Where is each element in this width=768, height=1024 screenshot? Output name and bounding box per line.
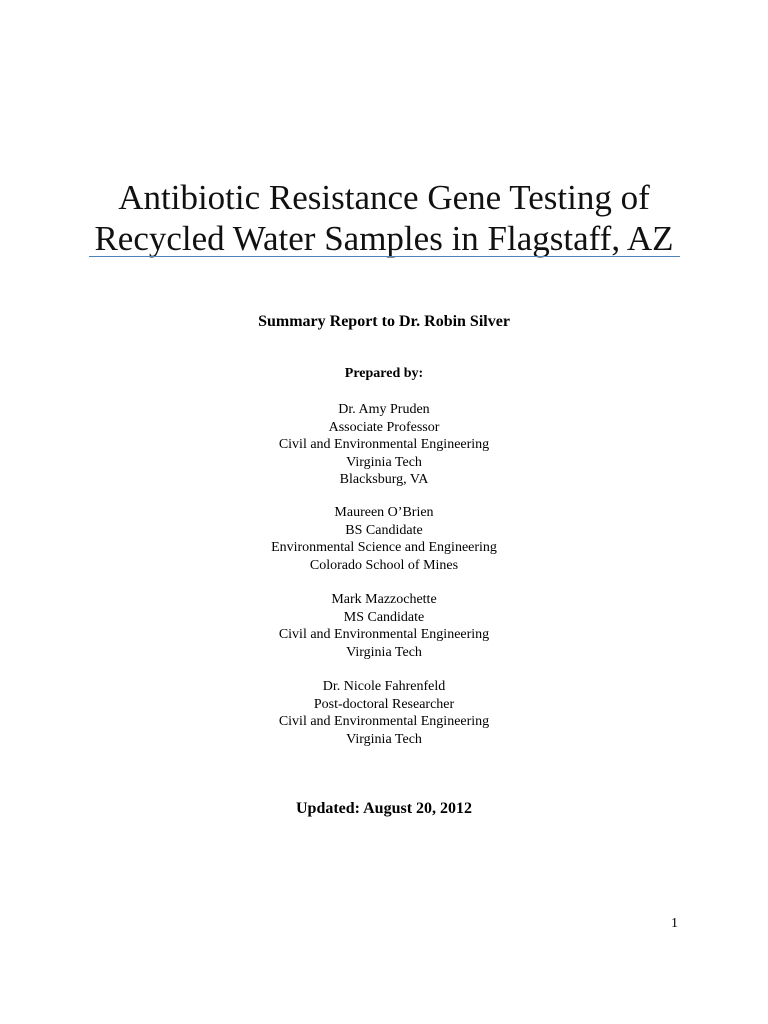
author-block-mazzochette [0,591,768,661]
author-title: BS Candidate [345,522,423,538]
report-title-line-1: Antibiotic Resistance Gene Testing of [118,178,650,217]
author-name: Maureen O’Brien [334,505,434,520]
updated-date: Updated: August 20, 2012 [295,800,473,817]
page-number: 1 [671,916,678,931]
author-name: Dr. Amy Pruden [338,402,430,417]
report-title [0,177,768,259]
title-underline-rule [89,256,680,257]
author-name: Mark Mazzochette [331,592,437,607]
author-department: Civil and Environmental Engineering [278,627,490,642]
summary-heading: Summary Report to Dr. Robin Silver [258,313,510,330]
author-title: Post-doctoral Researcher [313,696,455,712]
author-department: Civil and Environmental Engineering [278,437,490,452]
author-institution: Virginia Tech [346,644,422,660]
author-location: Blacksburg, VA [339,472,429,487]
author-title: Associate Professor [328,419,440,435]
prepared-by-label: Prepared by: [344,366,424,381]
author-department: Environmental Science and Engineering [271,540,497,555]
author-institution: Virginia Tech [346,731,422,747]
author-institution: Colorado School of Mines [309,557,459,573]
report-title-line-2: Recycled Water Samples in Flagstaff, AZ [94,219,674,258]
author-institution: Virginia Tech [346,454,422,470]
author-title: MS Candidate [343,609,425,625]
author-block-fahrenfeld [0,678,768,748]
author-department: Civil and Environmental Engineering [278,714,490,729]
author-block-pruden [0,401,768,489]
author-block-obrien [0,504,768,574]
author-name: Dr. Nicole Fahrenfeld [322,679,446,694]
